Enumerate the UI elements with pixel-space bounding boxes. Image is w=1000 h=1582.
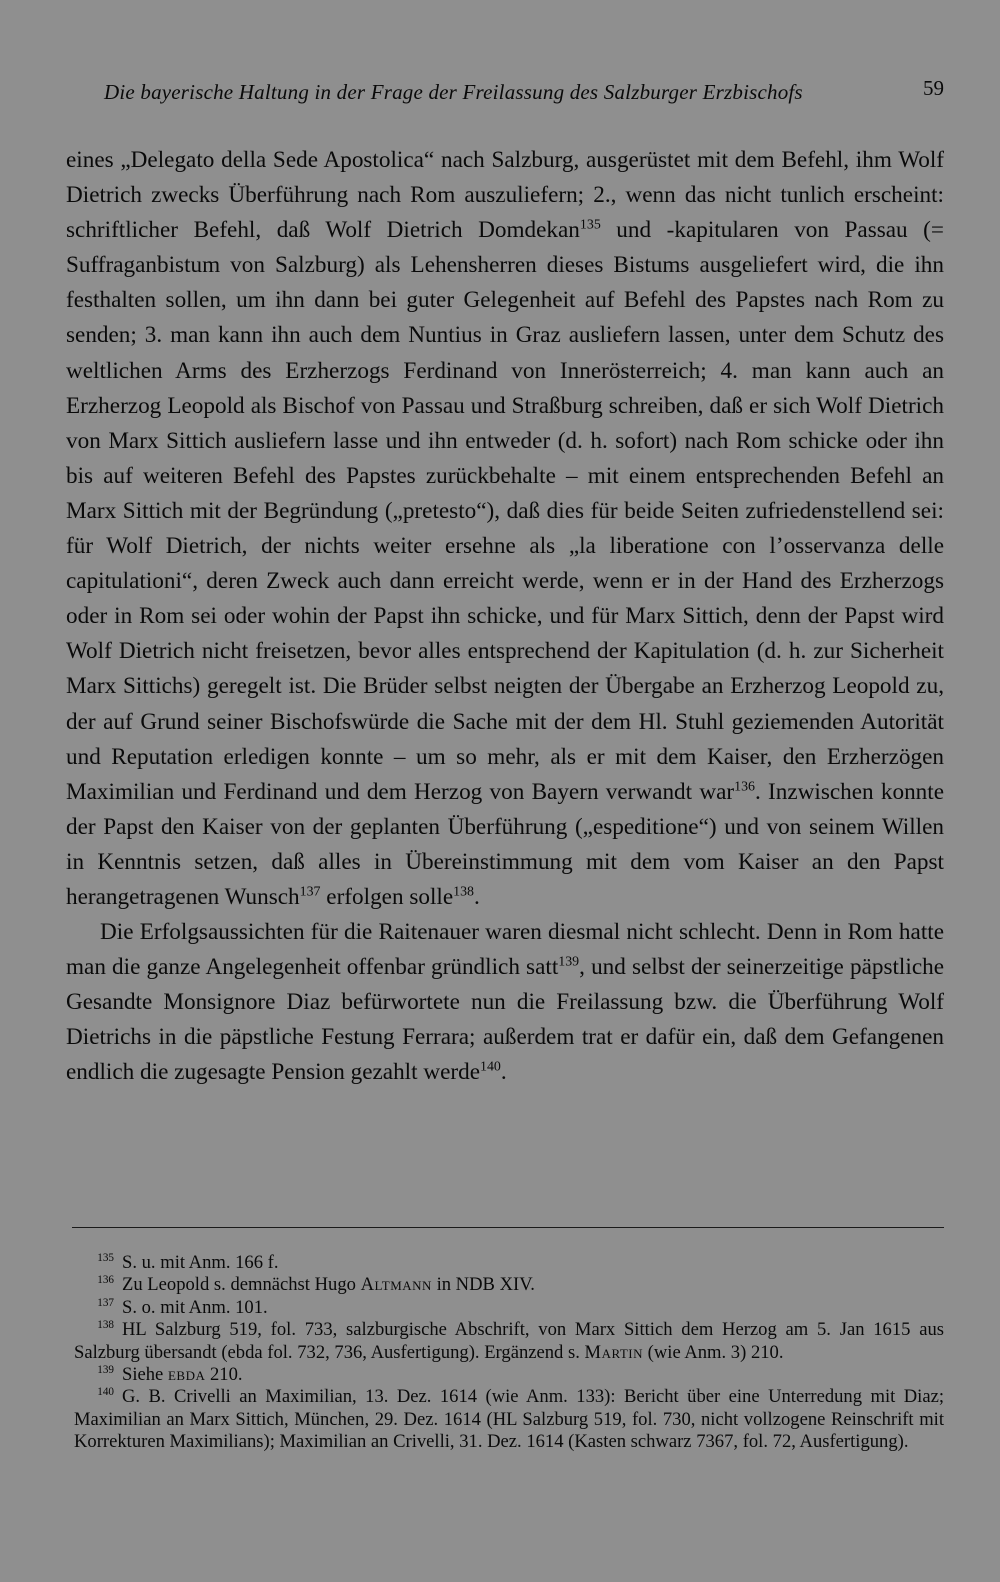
footnote-text: S. o. mit Anm. 101. [122, 1296, 268, 1318]
author-name-smallcaps: Martin [584, 1341, 644, 1363]
footnote-number: 135 [97, 1251, 114, 1264]
footnote-ref-136: 136 [734, 778, 755, 794]
footnote-number: 136 [97, 1274, 114, 1287]
footnote-text: 210. [205, 1364, 243, 1386]
footnote-ref-140: 140 [480, 1059, 501, 1075]
footnote-ref-137: 137 [299, 884, 321, 900]
footnote-text: Siehe [122, 1364, 168, 1386]
footnote-138 [72, 1319, 944, 1364]
author-name-smallcaps: Altmann [360, 1274, 432, 1296]
footnote-number: 137 [97, 1296, 114, 1309]
footnote-number: 138 [97, 1319, 114, 1332]
running-head [104, 76, 944, 110]
footnote-136 [72, 1274, 944, 1296]
paragraph-2-text-b: , und selbst der seinerzeitige päpstliche Gesandte Monsignore Diaz befürwortete nun die Freilassung bzw. die Überführung Wolf Dietrichs in die päpstliche Festung Ferrara; außerdem trat er dafür ein, daß dem Gefangenen endlich die zugesagte Pension gezahlt werde [66, 954, 944, 1086]
footnote-text: G. B. Crivelli an Maximilian, 13. Dez. 1614 (wie Anm. 133): Bericht über eine Unterredung mit Diaz; Maximilian an Marx Sittich, München, 29. Dez. 1614 (HL Salzburg 519, fol. 730, nicht vollzogene Reinschrift mit Korrekturen Maximilians); Maximilian an Crivelli, 31. Dez. 1614 (Kasten schwarz 7367, fol. 72, Ausfertigung). [74, 1386, 944, 1453]
footnote-137 [72, 1297, 944, 1319]
paragraph-1-text-b: und -kapitularen von Passau (= Suffraganbistum von Salzburg) als Lehensherren dieses Bistums ausgeliefert wird, die ihn festhalten sollen, um ihn dann bei guter Gelegenheit auf Befehl des Papstes nach Rom zu senden; 3. man kann ihn auch dem Nuntius in Graz ausliefern lassen, unter dem Schutz des weltlichen Arms des Erzherzogs Ferdinand von Innerösterreich; 4. man kann auch an Erzherzog Leopold als Bischof von Passau und Straßburg schreiben, daß er sich Wolf Dietrich von Marx Sittich ausliefern lasse und ihn entweder (d. h. sofort) nach Rom schicke oder ihn bis auf weiteren Befehl des Papstes zurückbehalte – mit einem entsprechenden Befehl an Marx Sittich mit der Begründung („pretesto“), daß dies für beide Seiten zufriedenstellend sei: für Wolf Dietrich, der nichts weiter ersehne als „la liberatione con l’osservanza delle capitulationi“, deren Zweck auch dann erreicht werde, wenn er in der Hand des Erzherzogs oder in Rom sei oder wohin der Papst ihn schicke, und für Marx Sittich, denn der Papst wird Wolf Dietrich nicht freisetzen, bevor alles entsprechend der Kapitulation (d. h. zur Sicherheit Marx Sittichs) geregelt ist. Die Brüder selbst neigten der Übergabe an Erzherzog Leopold zu, der auf Grund seiner Bischofswürde die Sache mit der dem Hl. Stuhl geziemenden Autorität und Reputation erledigen konnte – um so mehr, als er mit dem Kaiser, den Erzherzögen Maximilian und Ferdinand und dem Herzog von Bayern verwandt war [66, 217, 944, 805]
paragraph-1 [66, 143, 944, 915]
footnote-ref-139: 139 [558, 954, 580, 970]
main-text [66, 143, 944, 1091]
footnote-text: S. u. mit Anm. 166 f. [122, 1252, 279, 1273]
footnote-text: in NDB XIV. [431, 1274, 535, 1296]
page-number: 59 [923, 76, 944, 100]
running-title: Die bayerische Haltung in der Frage der Freilassung des Salzburger Erzbischofs [104, 80, 803, 104]
paragraph-1-text-a: eines „Delegato della Sede Apostolica“ nach Salzburg, ausgerüstet mit dem Befehl, ihm Wolf Dietrich zwecks Überführung nach Rom auszuliefern; 2., wenn das nicht tunlich erscheint: schriftlicher Befehl, daß Wolf Dietrich Domdekan [66, 147, 944, 244]
footnote-text: Zu Leopold s. demnächst Hugo [122, 1274, 361, 1296]
paragraph-2 [66, 915, 944, 1090]
reference-smallcaps: ebda [167, 1364, 206, 1386]
footnote-text: (wie Anm. 3) 210. [643, 1341, 784, 1363]
paragraph-2-text-c: . [500, 1059, 507, 1086]
footnotes [72, 1252, 944, 1454]
paragraph-1-text-c: . Inzwischen konnte der Papst den Kaiser von der geplanten Überführung („espeditione“) und von seinem Willen in Kenntnis setzen, daß alles in Übereinstimmung mit dem vom Kaiser an den Papst herangetragenen Wunsch [66, 778, 944, 910]
footnote-text: HL Salzburg 519, fol. 733, salzburgische Abschrift, von Marx Sittich dem Herzog am 5. Jan 1615 aus Salzburg übersandt (ebda fol. 732, 736, Ausfertigung). Ergänzend s. [74, 1319, 944, 1363]
paragraph-1-text-e: . [474, 883, 480, 910]
footnote-135 [72, 1252, 944, 1274]
footnote-divider [72, 1227, 944, 1228]
footnote-ref-135: 135 [579, 217, 601, 233]
footnote-number: 139 [97, 1363, 114, 1376]
footnote-139 [72, 1364, 944, 1386]
footnote-number: 140 [97, 1386, 114, 1399]
paragraph-1-text-d: erfolgen solle [320, 883, 454, 910]
footnote-140 [72, 1386, 944, 1453]
paragraph-2-text-a: Die Erfolgsaussichten für die Raitenauer waren diesmal nicht schlecht. Denn in Rom hatte man die ganze Angelegenheit offenbar gründlich satt [66, 919, 944, 981]
footnote-ref-138: 138 [453, 884, 474, 900]
